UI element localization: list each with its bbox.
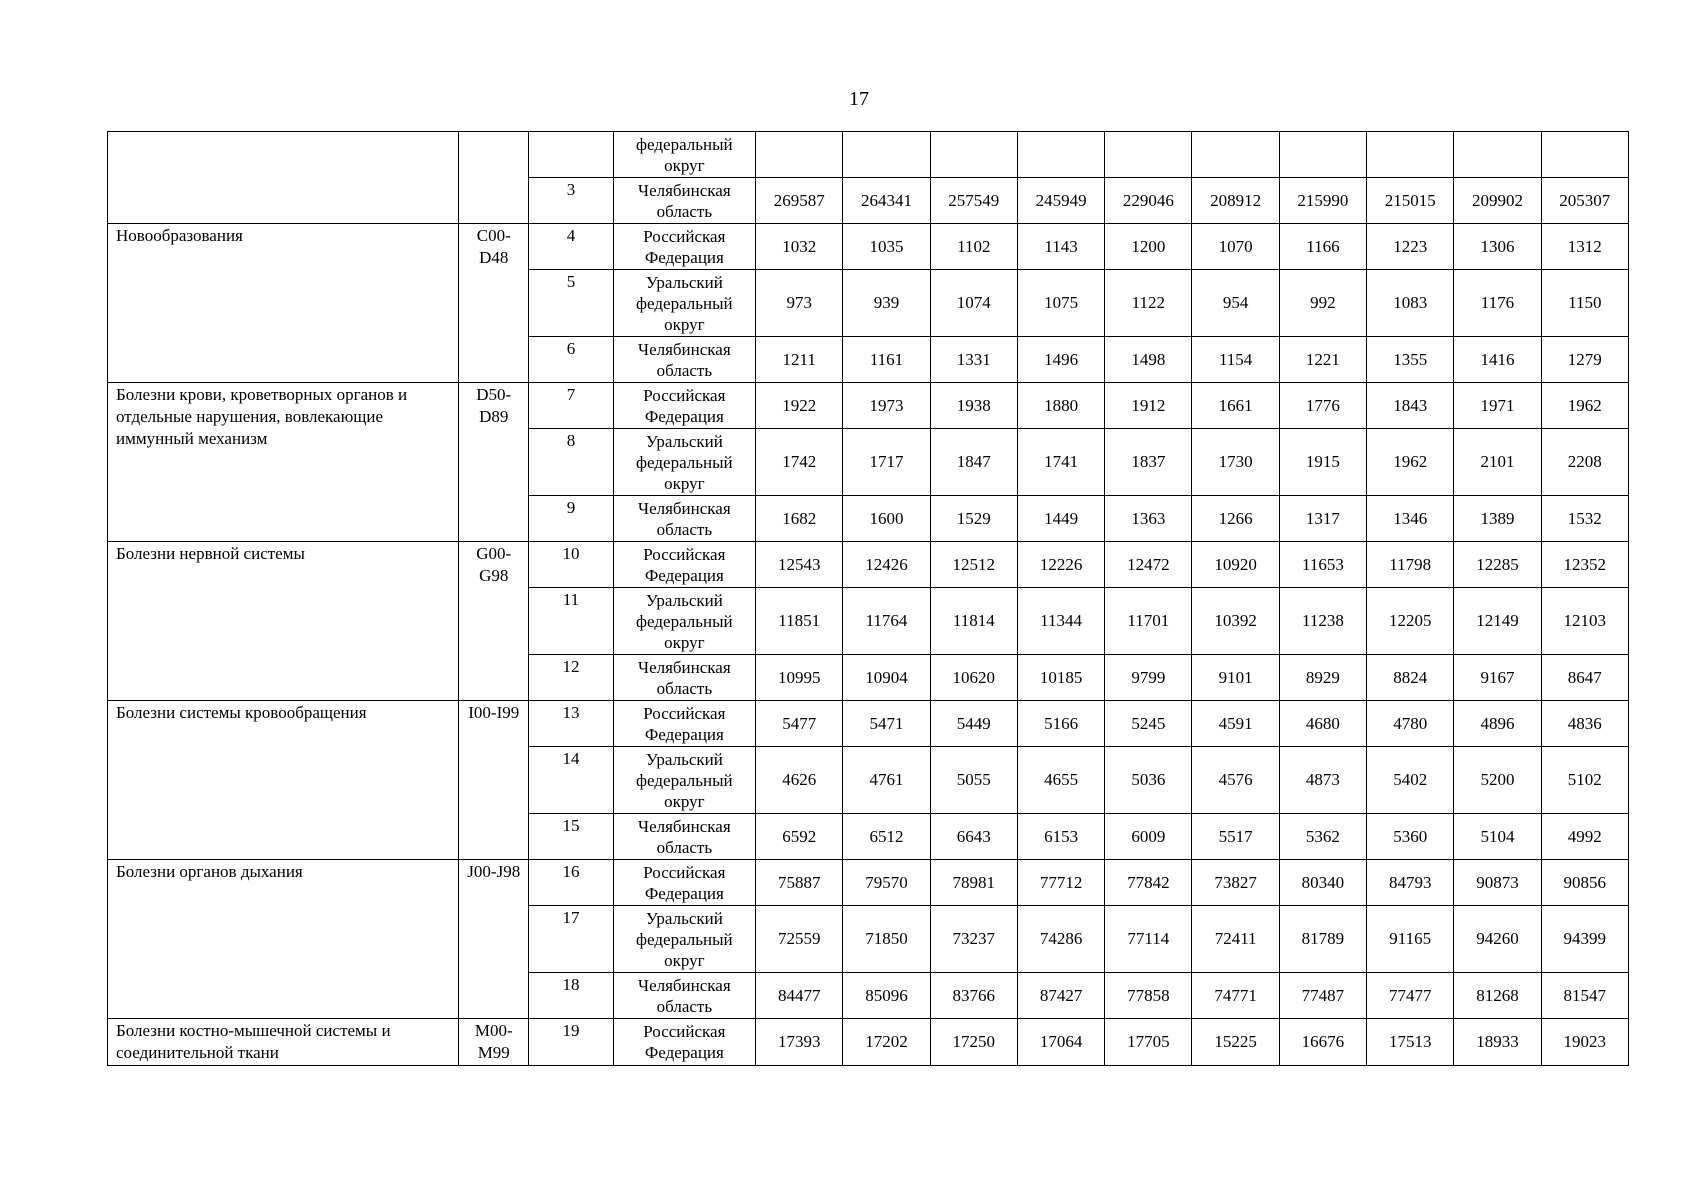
value-cell: 1363: [1105, 496, 1192, 542]
value-cell: 1122: [1105, 270, 1192, 337]
value-cell: 257549: [930, 178, 1017, 224]
value-cell: 1600: [843, 496, 930, 542]
value-cell: 17064: [1017, 1019, 1104, 1066]
value-cell: 5166: [1017, 701, 1104, 747]
row-number: 5: [529, 270, 613, 337]
row-number: 19: [529, 1019, 613, 1066]
value-cell: 11851: [756, 588, 843, 655]
value-cell: 4591: [1192, 701, 1279, 747]
value-cell: 2101: [1454, 429, 1541, 496]
value-cell: 6153: [1017, 814, 1104, 860]
value-cell: 208912: [1192, 178, 1279, 224]
value-cell: 5449: [930, 701, 1017, 747]
disease-class-name: [108, 132, 459, 224]
region-name: федеральный округ: [613, 132, 755, 178]
value-cell: 1032: [756, 224, 843, 270]
icd-code: [459, 132, 529, 224]
table-row: [108, 132, 1629, 178]
value-cell: 1150: [1541, 270, 1628, 337]
value-cell: 94260: [1454, 906, 1541, 973]
row-number: 15: [529, 814, 613, 860]
value-cell: 1200: [1105, 224, 1192, 270]
value-cell: 1962: [1367, 429, 1454, 496]
value-cell: 1730: [1192, 429, 1279, 496]
value-cell: 74286: [1017, 906, 1104, 973]
value-cell: 73237: [930, 906, 1017, 973]
value-cell: 1915: [1279, 429, 1366, 496]
value-cell: 12426: [843, 542, 930, 588]
value-cell: 4576: [1192, 747, 1279, 814]
value-cell: 74771: [1192, 973, 1279, 1019]
value-cell: 5471: [843, 701, 930, 747]
value-cell: 17393: [756, 1019, 843, 1066]
value-cell: 6009: [1105, 814, 1192, 860]
value-cell: 9101: [1192, 655, 1279, 701]
value-cell: 84477: [756, 973, 843, 1019]
disease-class-name: Болезни органов дыхания: [108, 860, 459, 1019]
table-row: [108, 860, 1629, 906]
value-cell: 4761: [843, 747, 930, 814]
value-cell: 1717: [843, 429, 930, 496]
value-cell: 16676: [1279, 1019, 1366, 1066]
value-cell: 4992: [1541, 814, 1628, 860]
value-cell: 6643: [930, 814, 1017, 860]
value-cell: 1971: [1454, 383, 1541, 429]
value-cell: 215990: [1279, 178, 1366, 224]
value-cell: 12352: [1541, 542, 1628, 588]
value-cell: 269587: [756, 178, 843, 224]
value-cell: 15225: [1192, 1019, 1279, 1066]
value-cell: 1306: [1454, 224, 1541, 270]
value-cell: 1312: [1541, 224, 1628, 270]
value-cell: 8824: [1367, 655, 1454, 701]
value-cell: 1776: [1279, 383, 1366, 429]
value-cell: 12512: [930, 542, 1017, 588]
value-cell: 1223: [1367, 224, 1454, 270]
value-cell: 1346: [1367, 496, 1454, 542]
value-cell: 954: [1192, 270, 1279, 337]
value-cell: 77712: [1017, 860, 1104, 906]
value-cell: 19023: [1541, 1019, 1628, 1066]
value-cell: 215015: [1367, 178, 1454, 224]
value-cell: 1962: [1541, 383, 1628, 429]
value-cell: 72559: [756, 906, 843, 973]
value-cell: 1317: [1279, 496, 1366, 542]
value-cell: 72411: [1192, 906, 1279, 973]
value-cell: 1973: [843, 383, 930, 429]
value-cell: 10995: [756, 655, 843, 701]
value-cell: 10920: [1192, 542, 1279, 588]
value-cell: 992: [1279, 270, 1366, 337]
value-cell: 1166: [1279, 224, 1366, 270]
row-number: 4: [529, 224, 613, 270]
row-number: [529, 132, 613, 178]
region-name: Челябинская область: [613, 178, 755, 224]
value-cell: 12472: [1105, 542, 1192, 588]
icd-code: D50-D89: [459, 383, 529, 542]
value-cell: 83766: [930, 973, 1017, 1019]
value-cell: 87427: [1017, 973, 1104, 1019]
value-cell: 77858: [1105, 973, 1192, 1019]
region-name: Уральский федеральный округ: [613, 906, 755, 973]
row-number: 14: [529, 747, 613, 814]
row-number: 12: [529, 655, 613, 701]
region-name: Челябинская область: [613, 814, 755, 860]
value-cell: 11653: [1279, 542, 1366, 588]
icd-code: C00-D48: [459, 224, 529, 383]
value-cell: [1367, 132, 1454, 178]
row-number: 10: [529, 542, 613, 588]
value-cell: 205307: [1541, 178, 1628, 224]
region-name: Челябинская область: [613, 973, 755, 1019]
value-cell: 5200: [1454, 747, 1541, 814]
value-cell: [756, 132, 843, 178]
value-cell: 71850: [843, 906, 930, 973]
value-cell: 4780: [1367, 701, 1454, 747]
row-number: 6: [529, 337, 613, 383]
region-name: Российская Федерация: [613, 701, 755, 747]
region-name: Челябинская область: [613, 655, 755, 701]
value-cell: 9799: [1105, 655, 1192, 701]
value-cell: 5245: [1105, 701, 1192, 747]
value-cell: 10392: [1192, 588, 1279, 655]
region-name: Челябинская область: [613, 496, 755, 542]
value-cell: 12226: [1017, 542, 1104, 588]
morbidity-table: [107, 131, 1629, 1066]
value-cell: 1211: [756, 337, 843, 383]
disease-class-name: Болезни крови, кроветворных органов и отдельные нарушения, вовлекающие иммунный механизм: [108, 383, 459, 542]
value-cell: 1389: [1454, 496, 1541, 542]
value-cell: [1541, 132, 1628, 178]
value-cell: 11798: [1367, 542, 1454, 588]
row-number: 17: [529, 906, 613, 973]
value-cell: 1837: [1105, 429, 1192, 496]
value-cell: 78981: [930, 860, 1017, 906]
value-cell: 1529: [930, 496, 1017, 542]
value-cell: 18933: [1454, 1019, 1541, 1066]
value-cell: 90856: [1541, 860, 1628, 906]
value-cell: 81547: [1541, 973, 1628, 1019]
value-cell: 4680: [1279, 701, 1366, 747]
value-cell: 1922: [756, 383, 843, 429]
disease-class-name: Болезни костно-мышечной системы и соединительной ткани: [108, 1019, 459, 1066]
value-cell: 10185: [1017, 655, 1104, 701]
value-cell: 77114: [1105, 906, 1192, 973]
value-cell: 4896: [1454, 701, 1541, 747]
icd-code: G00-G98: [459, 542, 529, 701]
value-cell: 1847: [930, 429, 1017, 496]
value-cell: 1532: [1541, 496, 1628, 542]
value-cell: 17202: [843, 1019, 930, 1066]
value-cell: 1279: [1541, 337, 1628, 383]
disease-class-name: Болезни нервной системы: [108, 542, 459, 701]
value-cell: 1161: [843, 337, 930, 383]
value-cell: 5102: [1541, 747, 1628, 814]
table-row: [108, 542, 1629, 588]
region-name: Уральский федеральный округ: [613, 747, 755, 814]
value-cell: 4626: [756, 747, 843, 814]
value-cell: 1143: [1017, 224, 1104, 270]
value-cell: 77842: [1105, 860, 1192, 906]
value-cell: 79570: [843, 860, 930, 906]
row-number: 3: [529, 178, 613, 224]
value-cell: 1449: [1017, 496, 1104, 542]
value-cell: 12205: [1367, 588, 1454, 655]
icd-code: M00-M99: [459, 1019, 529, 1066]
row-number: 11: [529, 588, 613, 655]
value-cell: 10620: [930, 655, 1017, 701]
row-number: 18: [529, 973, 613, 1019]
value-cell: 12285: [1454, 542, 1541, 588]
region-name: Уральский федеральный округ: [613, 429, 755, 496]
value-cell: 1912: [1105, 383, 1192, 429]
value-cell: 5055: [930, 747, 1017, 814]
value-cell: 1938: [930, 383, 1017, 429]
row-number: 13: [529, 701, 613, 747]
value-cell: [1279, 132, 1366, 178]
value-cell: 91165: [1367, 906, 1454, 973]
table-row: [108, 383, 1629, 429]
value-cell: 77477: [1367, 973, 1454, 1019]
value-cell: [1192, 132, 1279, 178]
value-cell: 17705: [1105, 1019, 1192, 1066]
table-row: [108, 224, 1629, 270]
value-cell: 1742: [756, 429, 843, 496]
value-cell: 1498: [1105, 337, 1192, 383]
value-cell: [1017, 132, 1104, 178]
region-name: Уральский федеральный округ: [613, 270, 755, 337]
disease-class-name: Новообразования: [108, 224, 459, 383]
value-cell: 264341: [843, 178, 930, 224]
value-cell: [843, 132, 930, 178]
disease-class-name: Болезни системы кровообращения: [108, 701, 459, 860]
value-cell: 1074: [930, 270, 1017, 337]
region-name: Российская Федерация: [613, 542, 755, 588]
value-cell: 1221: [1279, 337, 1366, 383]
value-cell: 77487: [1279, 973, 1366, 1019]
value-cell: 209902: [1454, 178, 1541, 224]
value-cell: 5104: [1454, 814, 1541, 860]
value-cell: 17513: [1367, 1019, 1454, 1066]
value-cell: 5517: [1192, 814, 1279, 860]
region-name: Российская Федерация: [613, 383, 755, 429]
value-cell: 1496: [1017, 337, 1104, 383]
value-cell: 4873: [1279, 747, 1366, 814]
value-cell: 81268: [1454, 973, 1541, 1019]
value-cell: 6592: [756, 814, 843, 860]
value-cell: 1843: [1367, 383, 1454, 429]
value-cell: 90873: [1454, 860, 1541, 906]
value-cell: 1070: [1192, 224, 1279, 270]
value-cell: 12103: [1541, 588, 1628, 655]
region-name: Российская Федерация: [613, 1019, 755, 1066]
value-cell: 1741: [1017, 429, 1104, 496]
value-cell: 5036: [1105, 747, 1192, 814]
value-cell: 84793: [1367, 860, 1454, 906]
value-cell: 11764: [843, 588, 930, 655]
value-cell: 1176: [1454, 270, 1541, 337]
value-cell: 1266: [1192, 496, 1279, 542]
value-cell: 6512: [843, 814, 930, 860]
value-cell: 75887: [756, 860, 843, 906]
value-cell: 5477: [756, 701, 843, 747]
value-cell: 973: [756, 270, 843, 337]
row-number: 16: [529, 860, 613, 906]
value-cell: 1682: [756, 496, 843, 542]
region-name: Челябинская область: [613, 337, 755, 383]
row-number: 8: [529, 429, 613, 496]
value-cell: 1154: [1192, 337, 1279, 383]
value-cell: 5360: [1367, 814, 1454, 860]
value-cell: 11344: [1017, 588, 1104, 655]
value-cell: 85096: [843, 973, 930, 1019]
value-cell: 8647: [1541, 655, 1628, 701]
region-name: Уральский федеральный округ: [613, 588, 755, 655]
row-number: 7: [529, 383, 613, 429]
value-cell: 5362: [1279, 814, 1366, 860]
region-name: Российская Федерация: [613, 224, 755, 270]
icd-code: I00-I99: [459, 701, 529, 860]
icd-code: J00-J98: [459, 860, 529, 1019]
value-cell: 1355: [1367, 337, 1454, 383]
value-cell: 1075: [1017, 270, 1104, 337]
value-cell: 10904: [843, 655, 930, 701]
table-row: [108, 701, 1629, 747]
value-cell: 11814: [930, 588, 1017, 655]
value-cell: 9167: [1454, 655, 1541, 701]
value-cell: 1661: [1192, 383, 1279, 429]
value-cell: [1454, 132, 1541, 178]
value-cell: 73827: [1192, 860, 1279, 906]
value-cell: 229046: [1105, 178, 1192, 224]
value-cell: 81789: [1279, 906, 1366, 973]
value-cell: 1035: [843, 224, 930, 270]
value-cell: 1102: [930, 224, 1017, 270]
value-cell: 1331: [930, 337, 1017, 383]
value-cell: 11701: [1105, 588, 1192, 655]
row-number: 9: [529, 496, 613, 542]
value-cell: 4836: [1541, 701, 1628, 747]
table-row: [108, 1019, 1629, 1066]
value-cell: 5402: [1367, 747, 1454, 814]
value-cell: 1416: [1454, 337, 1541, 383]
value-cell: 94399: [1541, 906, 1628, 973]
value-cell: 1083: [1367, 270, 1454, 337]
value-cell: 4655: [1017, 747, 1104, 814]
value-cell: 939: [843, 270, 930, 337]
value-cell: 12149: [1454, 588, 1541, 655]
value-cell: 2208: [1541, 429, 1628, 496]
value-cell: 12543: [756, 542, 843, 588]
value-cell: 8929: [1279, 655, 1366, 701]
value-cell: 17250: [930, 1019, 1017, 1066]
region-name: Российская Федерация: [613, 860, 755, 906]
value-cell: [930, 132, 1017, 178]
value-cell: [1105, 132, 1192, 178]
value-cell: 1880: [1017, 383, 1104, 429]
value-cell: 11238: [1279, 588, 1366, 655]
value-cell: 245949: [1017, 178, 1104, 224]
page-number: 17: [849, 88, 869, 110]
value-cell: 80340: [1279, 860, 1366, 906]
